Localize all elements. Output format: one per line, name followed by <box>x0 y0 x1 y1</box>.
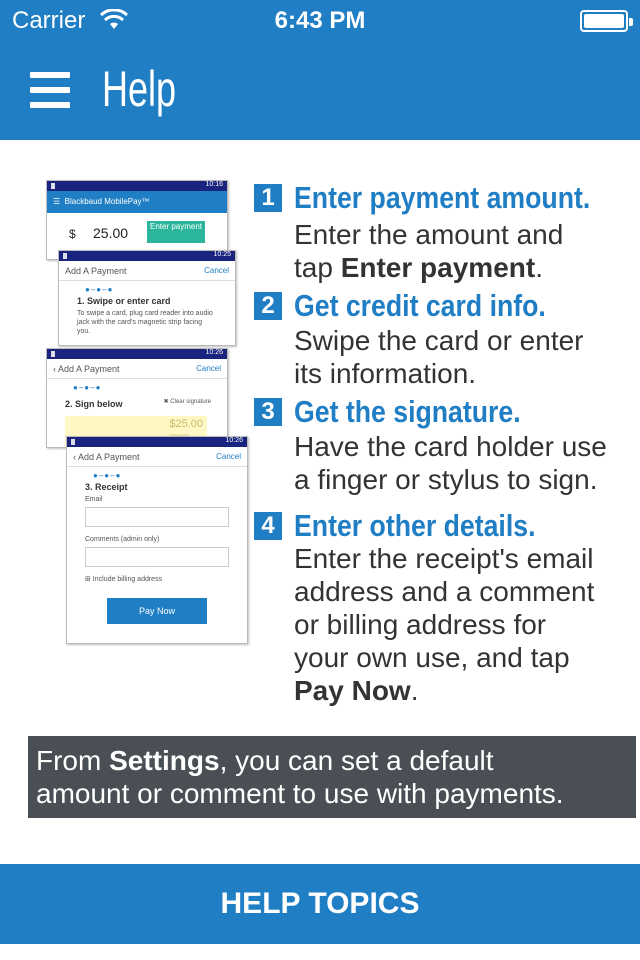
screen-time: 10:25 <box>213 251 231 258</box>
text-span: From <box>36 745 110 776</box>
carrier-label: Carrier <box>12 7 86 34</box>
screen-time: 10:26 <box>205 349 223 356</box>
screen-header: ‹ Add A Payment Cancel <box>47 359 227 379</box>
app-header: ☰ Blackbaud MobilePay™ <box>47 191 227 213</box>
step-line: your own use, and tap <box>294 642 570 673</box>
step-dots: ●–●–● <box>93 471 122 480</box>
app-name: Blackbaud MobilePay™ <box>64 197 150 206</box>
step-line: or billing address for <box>294 609 547 640</box>
text-span: . <box>410 675 419 706</box>
comments-field <box>85 547 229 567</box>
step-number: 1 <box>254 184 282 212</box>
page-title: Help <box>102 61 177 117</box>
email-field <box>85 507 229 527</box>
screen-header <box>59 261 235 281</box>
step-title: Enter payment amount. <box>294 180 591 215</box>
tip-line-1 <box>36 744 628 777</box>
step-label: 2. Sign below <box>65 399 123 409</box>
step-line: Enter the amount and <box>294 219 564 250</box>
signature-amount: $25.00 <box>169 418 203 430</box>
step-title: Get the signature. <box>294 394 521 429</box>
step-line: its information. <box>294 358 477 389</box>
bold-text: Settings <box>109 745 220 776</box>
clear-signature-link: ✖ Clear signature <box>163 399 211 405</box>
step-title: Get credit card info. <box>294 288 546 323</box>
cancel-link: Cancel <box>216 452 241 461</box>
step-line <box>294 251 563 284</box>
screen-title: Add A Payment <box>78 452 140 462</box>
cancel-link: Cancel <box>204 266 229 275</box>
text-span: tap <box>294 252 341 283</box>
pay-now-button-illustration: Pay Now <box>107 598 207 624</box>
step-description <box>294 218 563 284</box>
status-bar <box>0 0 640 40</box>
settings-tip <box>28 736 636 818</box>
hamburger-menu-icon[interactable] <box>30 72 70 108</box>
currency-symbol: $ <box>69 227 76 241</box>
step-line: Enter the receipt's email <box>294 543 594 574</box>
step-description <box>294 324 584 390</box>
bold-text: Pay Now <box>294 675 411 706</box>
tip-line-2: amount or comment to use with payments. <box>36 778 564 809</box>
help-illustration <box>46 180 251 650</box>
step-dots: ●–●–● <box>73 383 102 392</box>
step-label: 3. Receipt <box>85 482 128 492</box>
screenshot-swipe-card <box>58 250 236 346</box>
text-span: . <box>535 252 543 283</box>
step-line: Swipe the card or enter <box>294 325 584 356</box>
step-dots: ●–●–● <box>85 285 114 294</box>
step-number: 4 <box>254 512 282 540</box>
step-number: 2 <box>254 292 282 320</box>
screen-header: ‹ Add A Payment Cancel <box>67 447 247 467</box>
billing-checkbox-label: ⊞ Include billing address <box>85 576 163 583</box>
enter-payment-button: Enter payment <box>147 221 205 243</box>
step-line <box>294 674 594 707</box>
screen-title: Add A Payment <box>65 266 127 276</box>
screen-title: Add A Payment <box>58 364 120 374</box>
step-label: 1. Swipe or enter card <box>77 296 171 306</box>
step-title: Enter other details. <box>294 508 536 543</box>
email-label: Email <box>85 496 103 503</box>
step-description <box>294 542 594 707</box>
screenshot-enter-amount <box>46 180 228 260</box>
step-number: 3 <box>254 398 282 426</box>
screen-time: 10:16 <box>205 181 223 188</box>
screenshot-receipt <box>66 436 248 644</box>
comments-label: Comments (admin only) <box>85 536 160 543</box>
screen-time: 10:26 <box>225 437 243 444</box>
step-hint: To swipe a card, plug card reader into audio jack with the card's magnetic strip facing you. <box>77 310 213 335</box>
cancel-link: Cancel <box>196 364 221 373</box>
battery-icon <box>580 10 628 32</box>
help-topics-button[interactable]: HELP TOPICS <box>0 864 640 944</box>
step-description <box>294 430 607 496</box>
step-line: address and a comment <box>294 576 595 607</box>
bold-text: Enter payment <box>340 252 536 283</box>
text-span: , you can set a default <box>219 745 494 776</box>
screenshot-signature <box>46 348 228 448</box>
step-line: Have the card holder use <box>294 431 607 462</box>
step-line: a finger or stylus to sign. <box>294 464 598 495</box>
amount-value: 25.00 <box>93 225 129 241</box>
clock: 6:43 PM <box>274 7 366 34</box>
nav-bar <box>0 40 640 140</box>
